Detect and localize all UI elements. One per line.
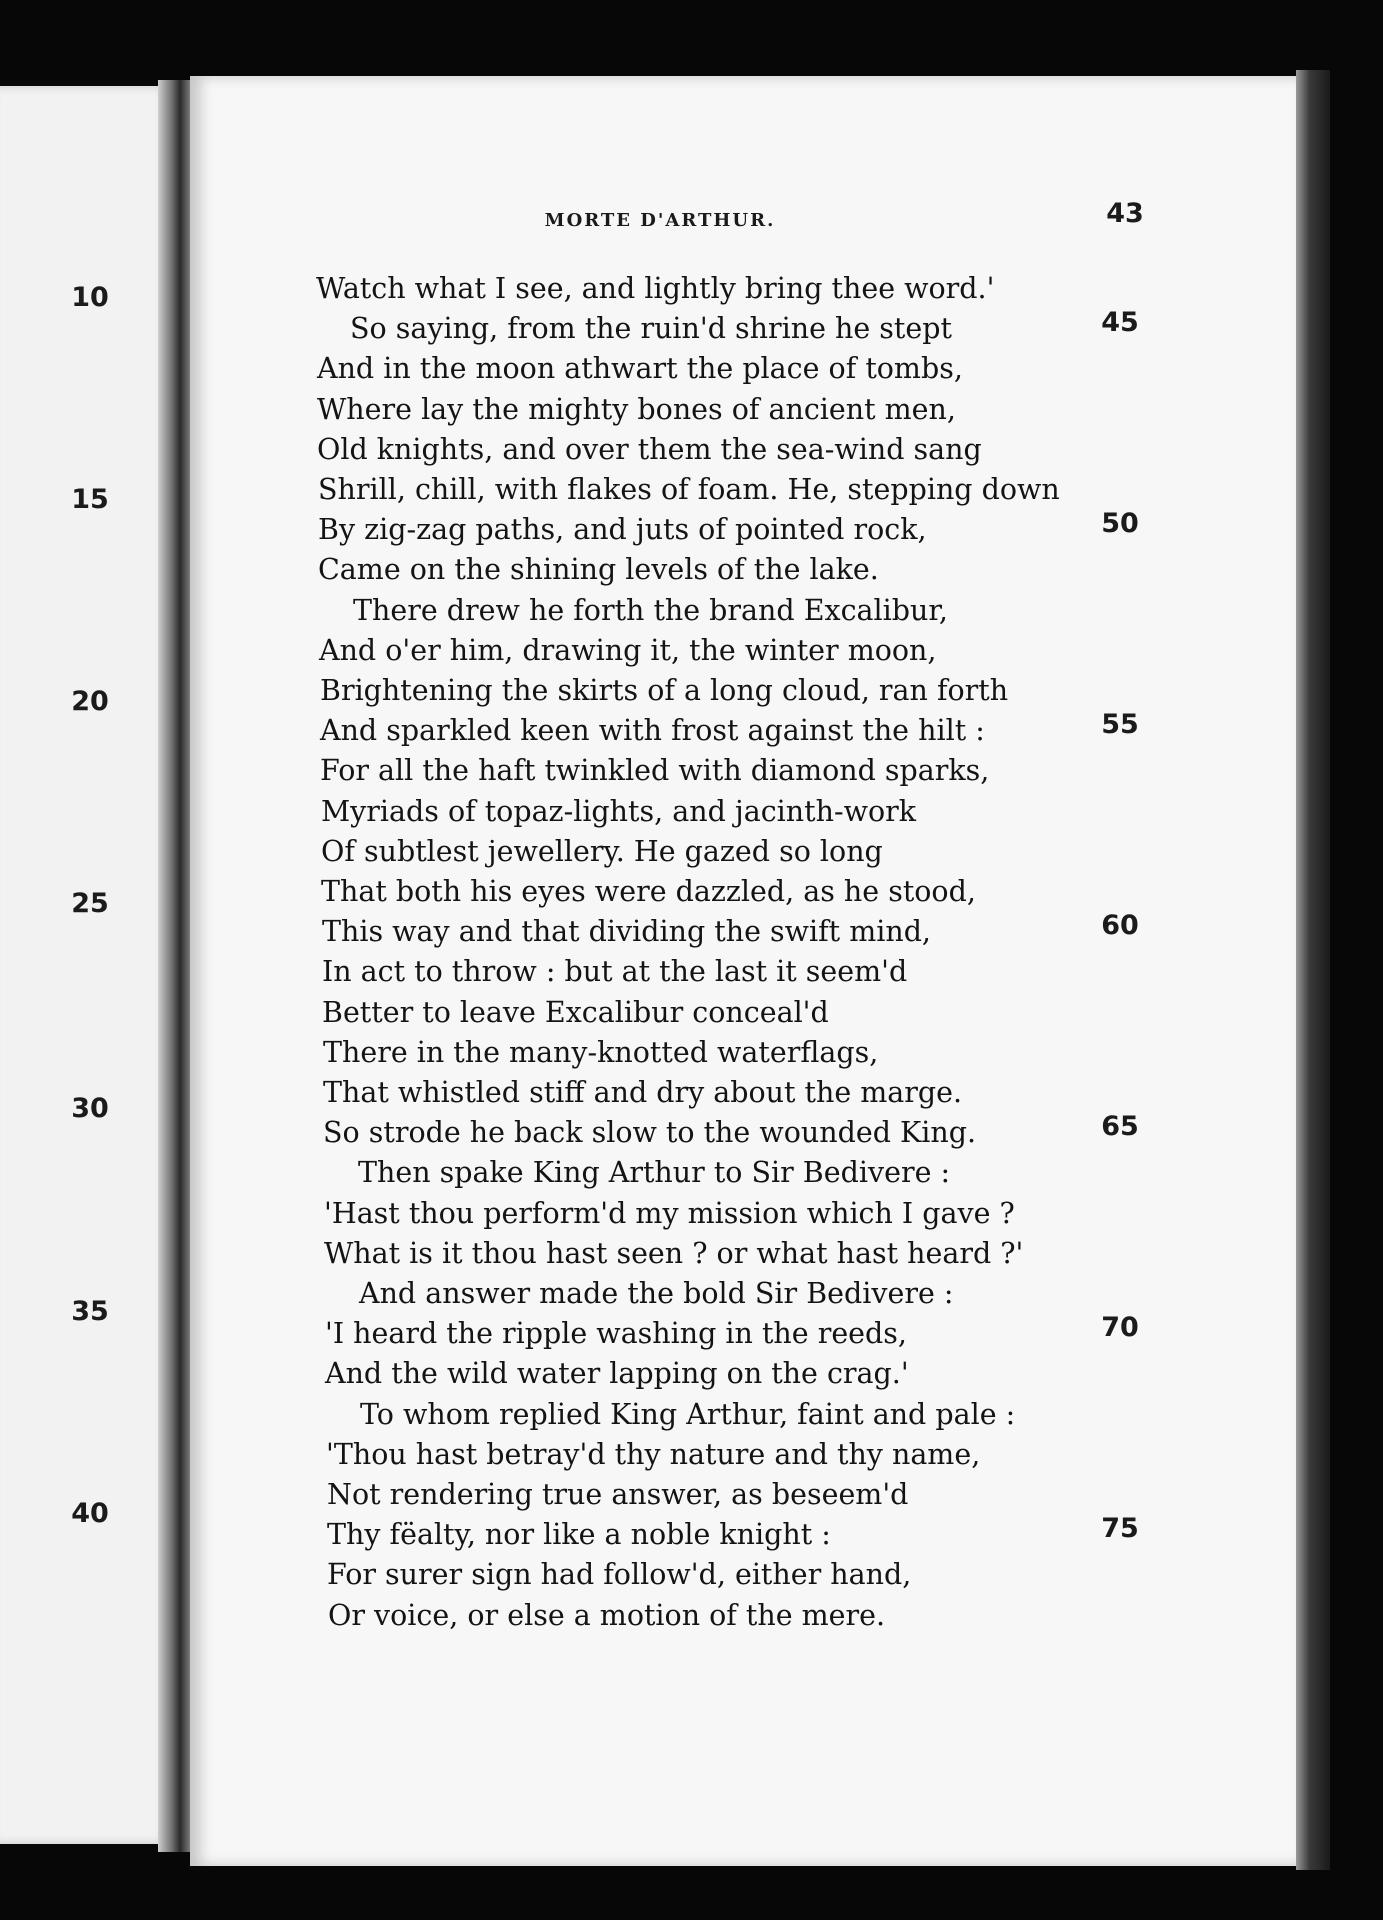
poem-line: And o'er him, drawing it, the winter moon, [319,634,937,667]
left-page-line-number: 15 [71,484,109,515]
poem-line: Not rendering true answer, as beseem'd [327,1478,909,1511]
poem-line: Then spake King Arthur to Sir Bedivere : [358,1156,951,1189]
left-page-line-number: 30 [71,1093,109,1124]
poem-line: Where lay the mighty bones of ancient men, [317,393,956,426]
poem-line: And sparkled keen with frost against the hilt : [320,714,985,747]
poem-line: There in the many-knotted waterflags, [323,1036,879,1069]
left-page-line-number: 25 [71,888,109,919]
poem-line-number: 55 [1101,709,1139,740]
left-page-edge [0,86,172,1844]
poem-line: Myriads of topaz-lights, and jacinth-work [321,795,917,828]
poem-line: For all the haft twinkled with diamond sparks, [320,754,990,787]
poem-line: Came on the shining levels of the lake. [318,553,879,586]
poem-line-number: 50 [1101,508,1139,539]
poem-line: Brightening the skirts of a long cloud, ran forth [320,674,1009,707]
left-page-line-number: 10 [71,282,109,313]
poem-line: Better to leave Excalibur conceal'd [322,996,829,1029]
poem-line: That both his eyes were dazzled, as he stood, [321,875,976,908]
poem-line: Or voice, or else a motion of the mere. [328,1599,886,1632]
poem-line-number: 70 [1101,1312,1139,1343]
poem-line: 'I heard the ripple washing in the reeds, [325,1317,907,1350]
poem-line: Thy fëalty, nor like a noble knight : [327,1518,831,1551]
poem-line: Shrill, chill, with flakes of foam. He, stepping down [318,473,1060,506]
poem-line-number: 45 [1101,307,1139,338]
poem-line: What is it thou hast seen ? or what hast heard ?' [324,1237,1024,1270]
poem-line: This way and that dividing the swift mind, [322,915,931,948]
poem-line: To whom replied King Arthur, faint and pale : [360,1398,1016,1431]
poem-line-number: 65 [1101,1111,1139,1142]
running-header: MORTE D'ARTHUR. [544,210,776,231]
poem-line: Watch what I see, and lightly bring thee word.' [316,272,995,305]
poem-line-number: 75 [1101,1513,1139,1544]
poem-line: By zig-zag paths, and juts of pointed rock, [318,513,927,546]
poem-line-number: 60 [1101,910,1139,941]
poem-line: For surer sign had follow'd, either hand, [327,1558,912,1591]
left-page-line-number: 35 [71,1296,109,1327]
poem-line: So strode he back slow to the wounded King. [323,1116,977,1149]
poem-line: That whistled stiff and dry about the marge. [323,1076,963,1109]
poem-line: There drew he forth the brand Excalibur, [353,594,948,627]
poem-line: Old knights, and over them the sea-wind sang [317,433,982,466]
left-page-line-number: 20 [71,686,109,717]
poem-line: And the wild water lapping on the crag.' [325,1357,909,1390]
poem-line: So saying, from the ruin'd shrine he stept [350,312,952,345]
poem-line: 'Hast thou perform'd my mission which I gave ? [324,1197,1015,1230]
poem-line: Of subtlest jewellery. He gazed so long [321,835,883,868]
poem-line: In act to throw : but at the last it seem'd [322,955,908,988]
poem-line: 'Thou hast betray'd thy nature and thy name, [326,1438,981,1471]
poem-line: And in the moon athwart the place of tombs, [317,352,963,385]
poem-line: And answer made the bold Sir Bedivere : [359,1277,954,1310]
page-number: 43 [1106,198,1144,229]
left-page-line-number: 40 [71,1498,109,1529]
page-edge-shadow [1296,70,1330,1870]
